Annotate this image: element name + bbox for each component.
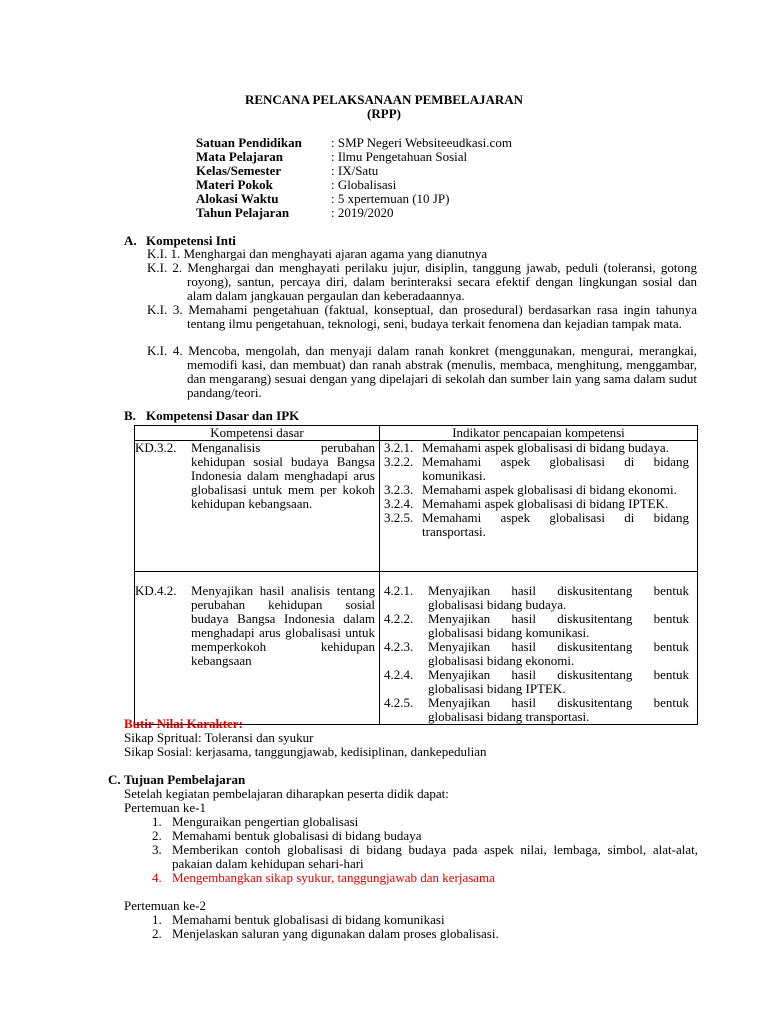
document-subtitle: (RPP) xyxy=(367,106,401,121)
ki-number: K.I. 4. xyxy=(147,343,183,358)
ipk-text: Memahami aspek globalisasi di bidang budaya. xyxy=(422,440,669,455)
ki-item xyxy=(147,344,697,400)
section-letter: A. xyxy=(124,233,137,248)
list-item xyxy=(152,913,445,927)
table-header-cell: Kompetensi dasar xyxy=(135,426,380,441)
identity-label: Mata Pelajaran xyxy=(196,149,284,164)
section-title: Kompetensi Dasar dan IPK xyxy=(146,408,300,423)
ipk-number: 3.2.2. xyxy=(384,454,414,469)
kd-text: Menganalisis perubahan kehidupan sosial budaya Bangsa Indonesia dalam menghadapi arus globalisasi untuk mem per kokoh kehidupan kebangsaan. xyxy=(191,440,375,511)
list-item xyxy=(384,612,689,640)
list-text: Menguraikan pengertian globalisasi xyxy=(172,814,359,829)
list-number: 4. xyxy=(152,870,162,885)
ki-number: K.I. 2. xyxy=(147,260,183,275)
ipk-cell xyxy=(380,572,698,725)
list-text: Memahami bentuk globalisasi di bidang budaya xyxy=(172,828,422,843)
list-item xyxy=(384,497,689,511)
table-row xyxy=(135,572,698,725)
ki-text: Menghargai dan menghayati ajaran agama yang dianutnya xyxy=(183,246,488,261)
list-text: Memahami bentuk globalisasi di bidang komunikasi xyxy=(172,912,445,927)
list-text: Menjelaskan saluran yang digunakan dalam proses globalisasi. xyxy=(172,926,499,941)
list-item xyxy=(384,483,689,497)
list-item xyxy=(384,668,689,696)
ipk-number: 4.2.3. xyxy=(384,639,414,654)
ipk-number: 4.2.2. xyxy=(384,611,414,626)
identity-label: Tahun Pelajaran xyxy=(196,205,290,220)
identity-value: : SMP Negeri Websiteeudkasi.com xyxy=(331,135,512,150)
ki-text: Menghargai dan menghayati perilaku jujur, disiplin, tanggung jawab, peduli (toleransi, gotong royong), santun, percaya diri, dalam berinteraksi secara efektif dengan lingkungan sosial dan alam dalam jangkauan pergaulan dan keberadaannya. xyxy=(187,260,698,303)
list-item xyxy=(152,871,495,885)
list-item xyxy=(152,815,358,829)
identity-label: Materi Pokok xyxy=(196,177,273,192)
ki-item xyxy=(147,261,697,303)
table-header-cell: Indikator pencapaian kompetensi xyxy=(380,426,698,441)
section-b-heading xyxy=(124,409,299,423)
list-item xyxy=(152,927,499,941)
table-row xyxy=(135,441,698,572)
kd-number: KD.3.2. xyxy=(135,440,177,455)
list-item xyxy=(384,441,689,455)
list-item xyxy=(384,511,689,539)
ki-text: Mencoba, mengolah, dan menyaji dalam ranah konkret (menggunakan, mengurai, merangkai, memodifi kasi, dan membuat) dan ranah abstrak (menulis, membaca, menghitung, menggambar, dan mengarang) sesuai dengan yang dipelajari di sekolah dan sumber lain yang sama dalam sudut pandang/teori. xyxy=(187,343,698,400)
identity-value: : Globalisasi xyxy=(331,177,397,192)
list-text: Mengembangkan sikap syukur, tanggungjawab dan kerjasama xyxy=(172,870,495,885)
tujuan-intro: Setelah kegiatan pembelajaran diharapkan peserta didik dapat: xyxy=(124,786,449,801)
identity-value: : Ilmu Pengetahuan Sosial xyxy=(331,149,468,164)
ki-item xyxy=(147,303,697,331)
list-number: 1. xyxy=(152,912,162,927)
list-text: Memberikan contoh globalisasi di bidang budaya pada aspek nilai, lembaga, simbol, alat-alat, pakaian dalam kehidupan sehari-hari xyxy=(172,842,698,871)
list-item xyxy=(384,640,689,668)
document-title: RENCANA PELAKSANAAN PEMBELAJARAN xyxy=(244,92,524,107)
list-number: 2. xyxy=(152,828,162,843)
ipk-number: 4.2.1. xyxy=(384,583,414,598)
list-item xyxy=(152,843,698,871)
ipk-number: 3.2.4. xyxy=(384,496,414,511)
list-number: 1. xyxy=(152,814,162,829)
kd-cell xyxy=(135,441,380,572)
ipk-number: 3.2.3. xyxy=(384,482,414,497)
list-item xyxy=(384,455,689,483)
section-letter: C. xyxy=(108,772,121,787)
list-item xyxy=(384,696,689,724)
identity-label: Alokasi Waktu xyxy=(196,191,279,206)
kd-text: Menyajikan hasil analisis tentang perubahan kehidupan sosial budaya Bangsa Indonesia dalam menghadapi arus globalisasi untuk memperkokoh kehidupan kebangsaan xyxy=(191,583,375,668)
section-c-heading xyxy=(108,773,245,787)
section-title: Kompetensi Inti xyxy=(146,233,236,248)
ki-number: K.I. 3. xyxy=(147,302,183,317)
karakter-title: Butir Nilai Karakter: xyxy=(124,716,243,731)
list-item xyxy=(384,584,689,612)
list-number: 2. xyxy=(152,926,162,941)
kd-number: KD.4.2. xyxy=(135,583,177,598)
identity-label: Kelas/Semester xyxy=(196,163,282,178)
karakter-sosial: Sikap Sosial: kerjasama, tanggungjawab, kedisiplinan, dankepedulian xyxy=(124,744,487,759)
meeting-1-label: Pertemuan ke-1 xyxy=(124,800,206,815)
ipk-number: 4.2.5. xyxy=(384,695,414,710)
ipk-text: Memahami aspek globalisasi di bidang transportasi. xyxy=(422,510,689,539)
ipk-number: 3.2.5. xyxy=(384,510,414,525)
ki-item xyxy=(147,247,697,261)
section-title: Tujuan Pembelajaran xyxy=(124,772,246,787)
kd-cell xyxy=(135,572,380,725)
ipk-text: Menyajikan hasil diskusitentang bentuk globalisasi bidang komunikasi. xyxy=(428,611,689,640)
ipk-text: Menyajikan hasil diskusitentang bentuk globalisasi bidang transportasi. xyxy=(428,695,689,724)
ki-number: K.I. 1. xyxy=(147,246,181,261)
ipk-number: 4.2.4. xyxy=(384,667,414,682)
identity-value: : 2019/2020 xyxy=(331,205,394,220)
table-header-row xyxy=(135,426,698,441)
kd-ipk-table xyxy=(134,425,698,725)
ipk-text: Menyajikan hasil diskusitentang bentuk globalisasi bidang budaya. xyxy=(428,583,689,612)
list-item xyxy=(152,829,421,843)
list-number: 3. xyxy=(152,842,162,857)
meeting-2-label: Pertemuan ke-2 xyxy=(124,898,206,913)
ipk-text: Memahami aspek globalisasi di bidang komunikasi. xyxy=(422,454,689,483)
identity-value: : 5 xpertemuan (10 JP) xyxy=(331,191,450,206)
section-letter: B. xyxy=(124,408,136,423)
karakter-spiritual: Sikap Spritual: Toleransi dan syukur xyxy=(124,730,314,745)
ipk-text: Memahami aspek globalisasi di bidang IPTEK. xyxy=(422,496,669,511)
identity-label: Satuan Pendidikan xyxy=(196,135,302,150)
ipk-text: Memahami aspek globalisasi di bidang ekonomi. xyxy=(422,482,677,497)
ipk-cell xyxy=(380,441,698,572)
ki-text: Memahami pengetahuan (faktual, konseptual, dan prosedural) berdasarkan rasa ingin tahunya tentang ilmu pengetahuan, teknologi, seni, budaya terkait fenomena dan kejadian tampak mata. xyxy=(187,302,698,331)
ipk-number: 3.2.1. xyxy=(384,440,414,455)
identity-value: : IX/Satu xyxy=(331,163,379,178)
ipk-text: Menyajikan hasil diskusitentang bentuk globalisasi bidang ekonomi. xyxy=(428,639,689,668)
ipk-text: Menyajikan hasil diskusitentang bentuk globalisasi bidang IPTEK. xyxy=(428,667,689,696)
